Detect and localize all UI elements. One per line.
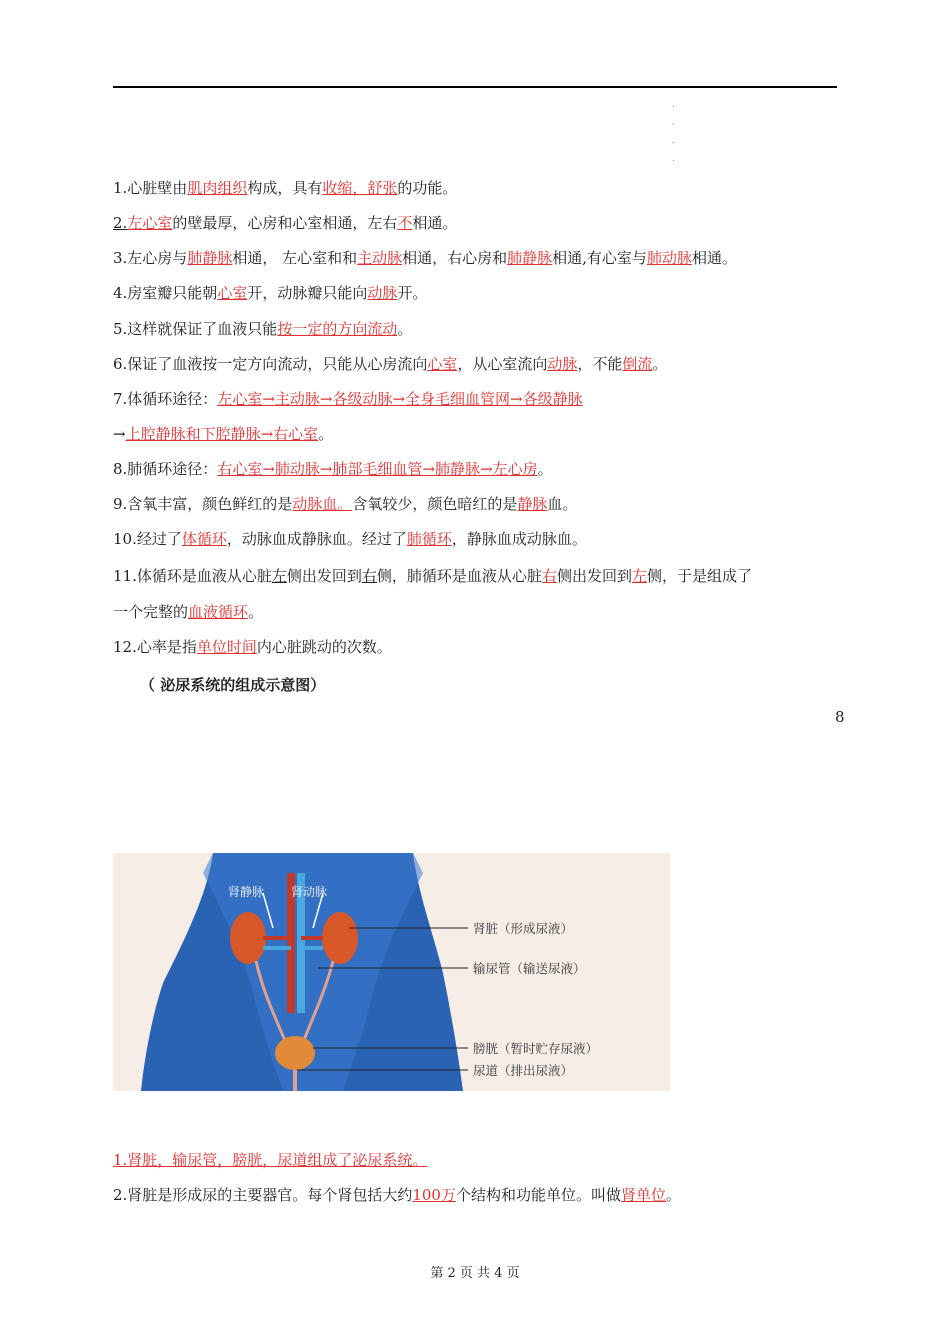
answer-text: 动脉血。 (292, 495, 353, 513)
answer-text: 收缩，舒张 (322, 179, 398, 197)
answer-text: 心室 (427, 355, 458, 373)
line-text: 6.保证了血液按一定方向流动，只能从心房流向 (113, 355, 428, 373)
line-text: 。 (248, 603, 264, 621)
line-text: 一个完整的 (113, 603, 189, 621)
line-text: 开。 (397, 284, 428, 302)
answer-text: 不 (397, 214, 413, 232)
line-text: 。 (652, 355, 668, 373)
line-text: ，不能 (577, 355, 623, 373)
line-text: 相通， 左心室和和 (232, 249, 358, 267)
answer-text: 肌肉组织 (187, 179, 248, 197)
answer-text: 按一定的方向流动 (277, 320, 398, 338)
note-line (113, 459, 553, 479)
answer-text: 单位时间 (196, 638, 257, 656)
line-text: 3.左心房与 (113, 249, 188, 267)
note-line (113, 529, 587, 549)
line-text: 1.心脏壁由 (113, 179, 188, 197)
note-line (113, 178, 457, 198)
line-text: 5.这样就保证了血液只能 (113, 320, 278, 338)
ureter-label: 输尿管（输送尿液） (473, 961, 586, 976)
line-text: 构成，具有 (247, 179, 323, 197)
answer-text: 肺动脉 (646, 249, 692, 267)
answer-text: 左心室→主动脉→各级动脉→全身毛细血管网→各级静脉 (217, 390, 583, 408)
line-text: 相通，右心房和 (402, 249, 508, 267)
line-text: 2. (113, 214, 128, 232)
line-text: 10.经过了 (113, 530, 182, 548)
note-line (113, 213, 457, 233)
page-marker: 8 (835, 708, 845, 726)
answer-text: 心室 (217, 284, 248, 302)
answer-text: 右 (541, 567, 557, 585)
answer-text: 血液循环 (188, 603, 249, 621)
line-text: 侧，肺循环是血液从心脏 (376, 567, 542, 585)
note-line (113, 248, 737, 268)
line-text: 的壁最厚，心房和心室相通，左右 (172, 214, 398, 232)
answer-text: 动脉 (547, 355, 578, 373)
note-line (113, 566, 752, 586)
answer-text: 体循环 (181, 530, 227, 548)
note-line (113, 283, 427, 303)
answer-text: 上腔静脉和下腔静脉→右心室 (125, 425, 319, 443)
line-text: 。 (537, 460, 553, 478)
line-text: 右 (361, 567, 377, 585)
kidney-label: 肾脏（形成尿液） (473, 921, 574, 936)
header-rule (113, 86, 837, 88)
section-heading: （ 泌尿系统的组成示意图） (140, 676, 326, 694)
line-text: 。 (666, 1186, 682, 1204)
answer-text: 1.肾脏，输尿管，膀胱，尿道组成了泌尿系统。 (113, 1151, 428, 1169)
answer-text: 肺循环 (406, 530, 452, 548)
bladder (275, 1036, 315, 1070)
page-footer: 第 2 页 共 4 页 (430, 1266, 520, 1281)
line-text: 含氧较少，颜色暗红的是 (352, 495, 518, 513)
line-text: 11.体循环是血液从心脏 (113, 567, 272, 585)
note-line (113, 1185, 681, 1205)
note-line (113, 389, 583, 409)
note-line (113, 637, 392, 657)
urethra-label: 尿道（排出尿液） (473, 1063, 574, 1078)
answer-text: 动脉 (367, 284, 398, 302)
note-line (113, 494, 577, 514)
answer-text: 100万 (412, 1186, 456, 1204)
line-text: 12.心率是指 (113, 638, 197, 656)
line-text: 8.肺循环途径： (113, 460, 218, 478)
line-text: ，静脉血成动脉血。 (451, 530, 587, 548)
answer-text: 静脉 (517, 495, 548, 513)
line-text: → (113, 425, 126, 443)
note-line (113, 602, 263, 622)
note-line (113, 319, 412, 339)
margin-marks: . . . . (672, 100, 675, 164)
note-line (113, 424, 333, 444)
line-text: 左 (271, 567, 287, 585)
right-kidney (322, 912, 358, 964)
line-text: 血。 (547, 495, 578, 513)
line-text: ，从心室流向 (457, 355, 548, 373)
note-line (113, 1150, 427, 1170)
line-text: 的功能。 (397, 179, 458, 197)
answer-text: 肺静脉 (187, 249, 233, 267)
line-text: 相通。 (691, 249, 737, 267)
line-text: 相通。 (412, 214, 458, 232)
answer-text: 主动脉 (357, 249, 403, 267)
answer-text: 倒流 (622, 355, 653, 373)
answer-text: 肾单位 (620, 1186, 666, 1204)
renal-vein-label: 肾静脉 (228, 885, 265, 899)
line-text: 4.房室瓣只能朝 (113, 284, 218, 302)
line-text: 。 (318, 425, 334, 443)
line-text: 9.含氧丰富，颜色鲜红的是 (113, 495, 293, 513)
line-text: 内心脏跳动的次数。 (256, 638, 392, 656)
answer-text: 左 (631, 567, 647, 585)
answer-text: 右心室→肺动脉→肺部毛细血管→肺静脉→左心房 (217, 460, 538, 478)
line-text: ，动脉血成静脉血。经过了 (226, 530, 407, 548)
note-line (113, 354, 667, 374)
line-text: 个结构和功能单位。叫做 (455, 1186, 621, 1204)
bladder-label: 膀胱（暂时贮存尿液） (473, 1041, 599, 1056)
answer-text: 肺静脉 (507, 249, 553, 267)
line-text: 7.体循环途径： (113, 390, 218, 408)
urinary-system-figure (113, 853, 670, 1091)
answer-text: 左心室 (127, 214, 173, 232)
line-text: 。 (397, 320, 413, 338)
left-kidney (230, 912, 266, 964)
line-text: 相通,有心室与 (552, 249, 647, 267)
line-text: 侧出发回到 (556, 567, 632, 585)
renal-artery-label: 肾动脉 (291, 885, 328, 899)
line-text: 侧，于是组成了 (646, 567, 752, 585)
line-text: 开，动脉瓣只能向 (247, 284, 368, 302)
line-text: 2.肾脏是形成尿的主要器官。每个肾包括大约 (113, 1186, 413, 1204)
line-text: 侧出发回到 (286, 567, 362, 585)
